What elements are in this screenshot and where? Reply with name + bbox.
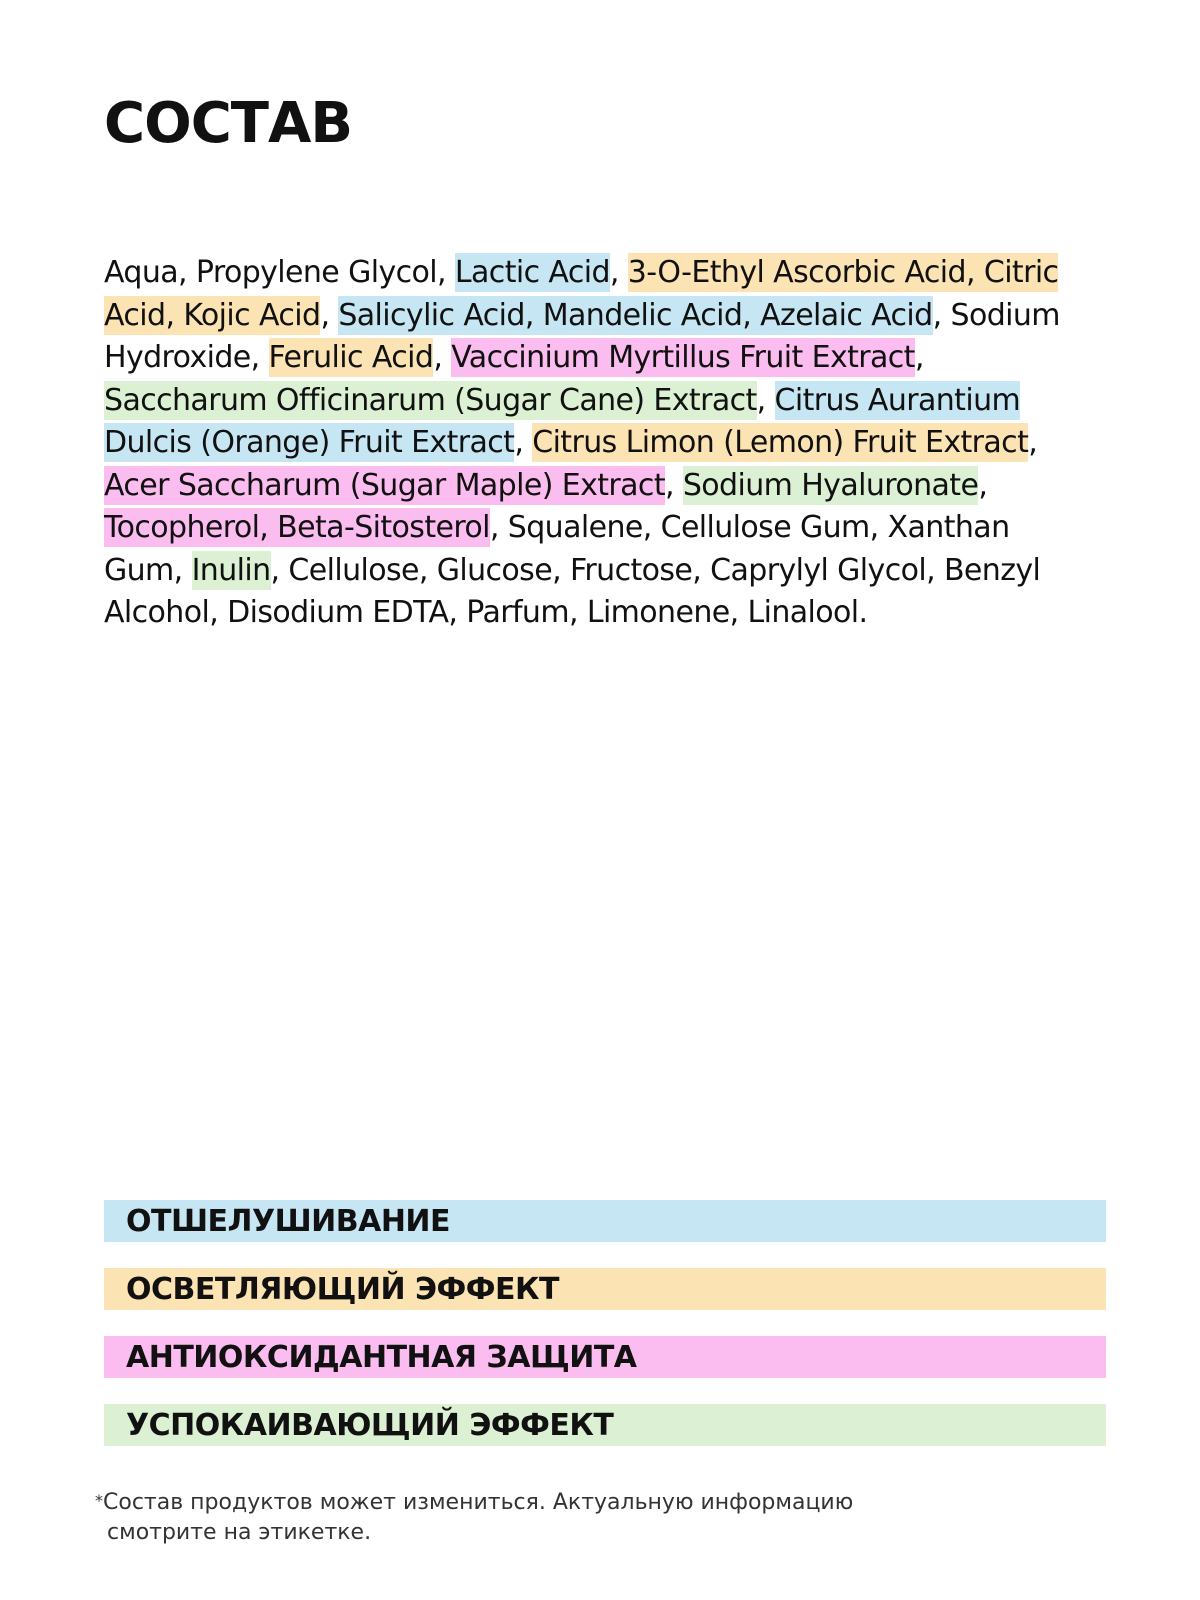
ingredient-text: , [664,467,683,503]
ingredient-text: , [433,340,452,375]
ingredient-highlight-brightening: 3-O-Ethyl Ascorbic Acid, Citric Acid, Kojic Acid [104,255,1059,333]
disclaimer-footnote [95,1488,853,1548]
ingredients-list [104,252,1074,635]
ingredient-highlight-brightening: Citrus Limon (Lemon) Fruit Extract [532,425,1029,460]
ingredient-text: , [609,255,628,290]
ingredient-text: , [437,255,455,290]
benefits-legend [104,1200,1106,1472]
legend-item-soothing [104,1404,1106,1446]
legend-item-brightening [104,1268,1106,1310]
ingredient-text: , [514,425,533,460]
ingredient-text: , Sodium Hydroxide, [104,297,1060,375]
ingredient-highlight-antioxidant: Tocopherol, Beta-Sitosterol [104,510,490,545]
ingredient-highlight-soothing: Inulin [191,552,271,588]
footnote-text-1: Состав продуктов может измениться. Актуальную информацию [103,1490,854,1515]
ingredient-highlight-exfoliation: Salicylic Acid, Mandelic Acid, Azelaic Acid [338,297,933,333]
ingredient-highlight-brightening: Ferulic Acid [268,340,434,375]
ingredient-text: , [978,467,988,503]
footnote-marker: * [95,1491,103,1510]
ingredient-text: , Cellulose, Glucose, Fructose, Caprylyl Glycol, Benzyl Alcohol, Disodium EDTA, Parfum, Limonene, Linalool. [104,552,1041,630]
footnote-line-2: смотрите на этикетке. [107,1520,372,1545]
legend-label: УСПОКАИВАЮЩИЙ ЭФФЕКТ [126,1407,614,1443]
ingredient-highlight-exfoliation: Lactic Acid [454,255,610,290]
ingredient-text: , [320,297,339,333]
legend-label: ОСВЕТЛЯЮЩИЙ ЭФФЕКТ [126,1271,560,1307]
ingredient-text: , [1028,425,1038,460]
footnote-line-1 [95,1488,853,1518]
page-title: СОСТАВ [104,91,353,156]
ingredient-text: , [914,340,924,375]
legend-item-antioxidant [104,1336,1106,1378]
ingredient-highlight-antioxidant: Acer Saccharum (Sugar Maple) Extract [104,467,665,503]
legend-label: АНТИОКСИДАНТНАЯ ЗАЩИТА [126,1339,637,1375]
ingredient-text: , [756,382,775,418]
ingredient-highlight-soothing: Sodium Hyaluronate [682,467,979,503]
ingredient-text: Aqua, Propylene Glycol [104,255,438,290]
ingredient-highlight-antioxidant: Vaccinium Myrtillus Fruit Extract [451,340,915,375]
legend-label: ОТШЕЛУШИВАНИЕ [126,1203,451,1239]
ingredient-text: , Squalene, Cellulose Gum, Xanthan Gum, [104,510,1010,588]
ingredient-highlight-exfoliation: Citrus Aurantium Dulcis (Orange) Fruit Extract [104,382,1021,460]
legend-item-exfoliation [104,1200,1106,1242]
ingredient-highlight-soothing: Saccharum Officinarum (Sugar Cane) Extract [104,382,757,418]
